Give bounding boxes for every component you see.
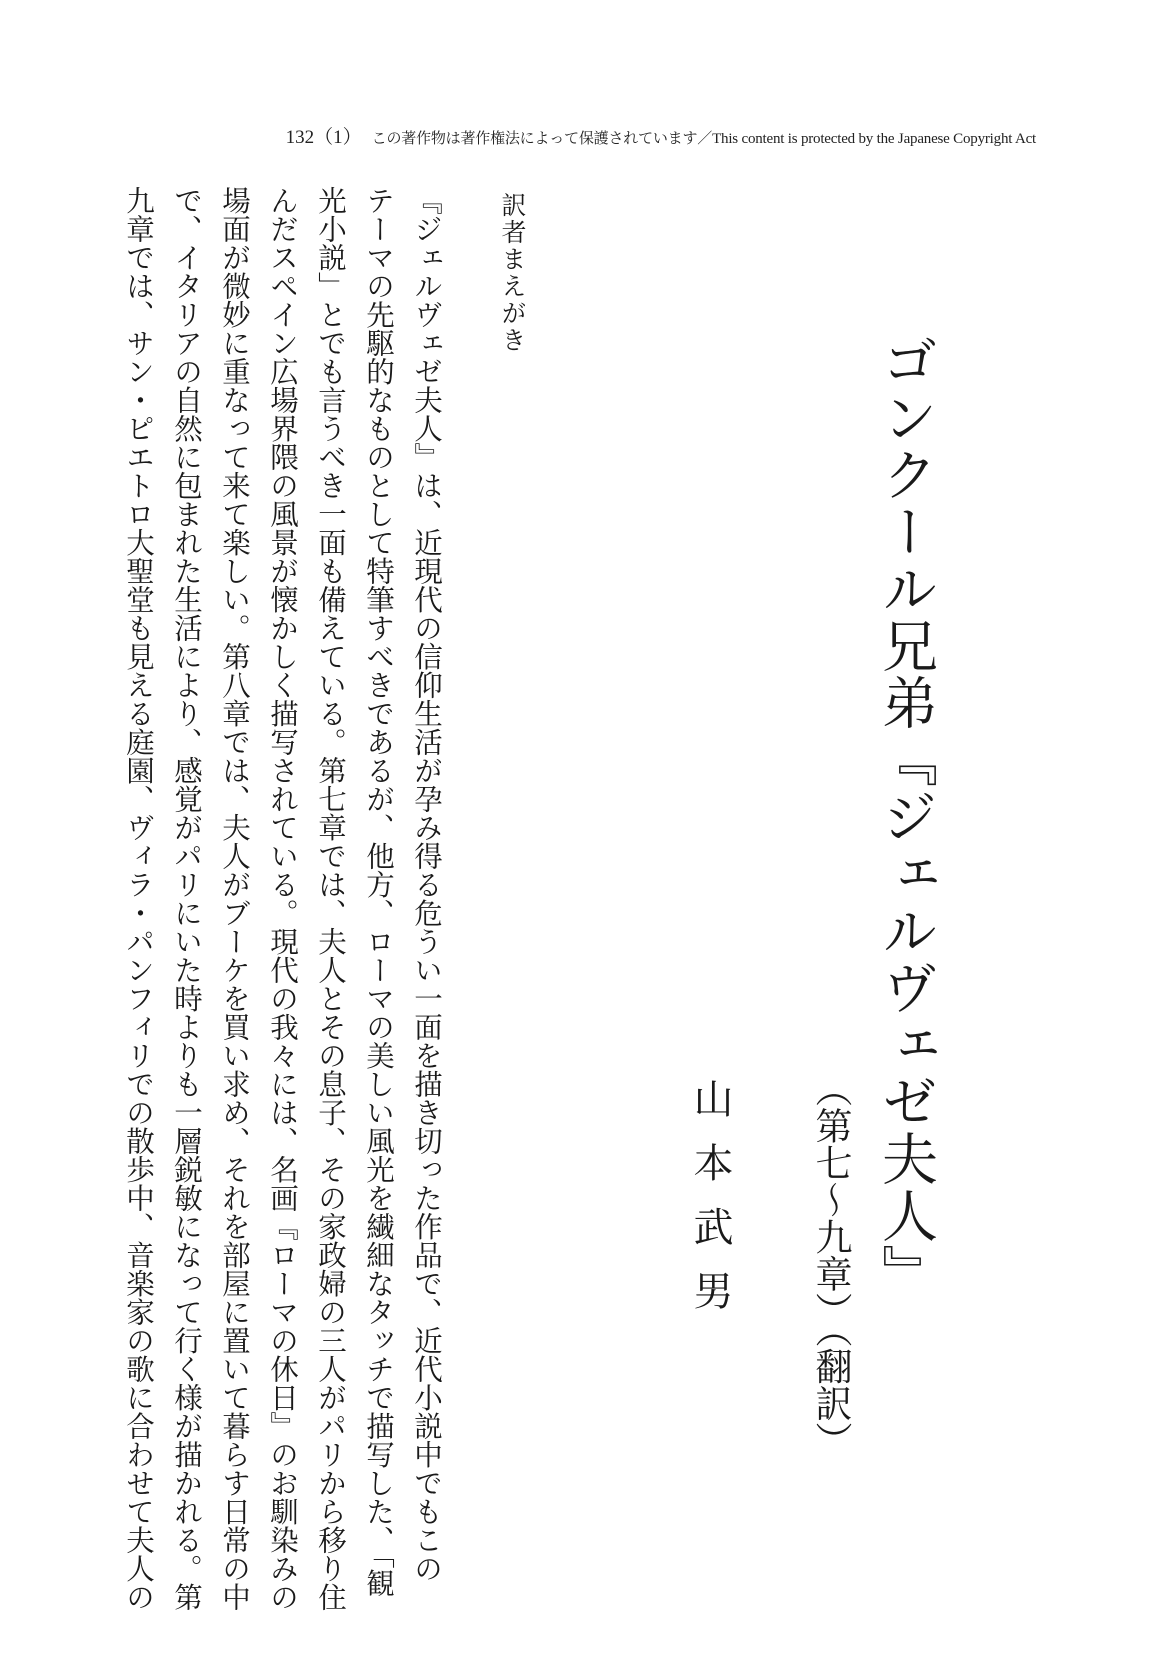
section-heading: 訳者まえがき — [498, 192, 527, 354]
body-text — [122, 186, 450, 1611]
running-header — [286, 122, 1036, 149]
body-line: 光小説」とでも言うべき一面も備えている。第七章では、夫人とその息子、その家政婦の三人がパリから移り住 — [314, 186, 347, 1611]
page-number: 132（1） — [285, 127, 362, 148]
body-line: 『ジェルヴェゼ夫人』は、近現代の信仰生活が孕み得る危うい一面を描き切った作品で、近代小説中でもこの — [410, 186, 443, 1583]
body-line: テーマの先駆的なものとして特筆すべきであるが、他方、ローマの美しい風光を繊細なタッチで描写した、「観 — [362, 186, 395, 1597]
body-line: 場面が微妙に重なって来て楽しい。第八章では、夫人がブーケを買い求め、それを部屋に置いて暮らす日常の中 — [218, 186, 251, 1611]
author-name: 山本武男 — [687, 1078, 733, 1334]
body-line: 九章では、サン・ピエトロ大聖堂も見える庭園、ヴィラ・パンフィリでの散歩中、音楽家の歌に合わせて夫人の — [122, 186, 155, 1611]
article-subtitle: （第七〜九章）（翻訳） — [809, 1070, 852, 1459]
article-title: ゴンクール兄弟『ジェルヴェゼ夫人』 — [873, 332, 938, 1301]
body-line: で、イタリアの自然に包まれた生活により、感覚がパリにいた時よりも一層鋭敏になって行く様が描かれる。第 — [170, 186, 203, 1611]
copyright-notice: この著作物は著作権法によって保護されています／This content is protected by the Japanese Copyright Act — [371, 131, 1036, 147]
body-line: んだスペイン広場界隈の風景が懐かしく描写されている。現代の我々には、名画『ローマの休日』のお馴染みの — [266, 186, 299, 1611]
